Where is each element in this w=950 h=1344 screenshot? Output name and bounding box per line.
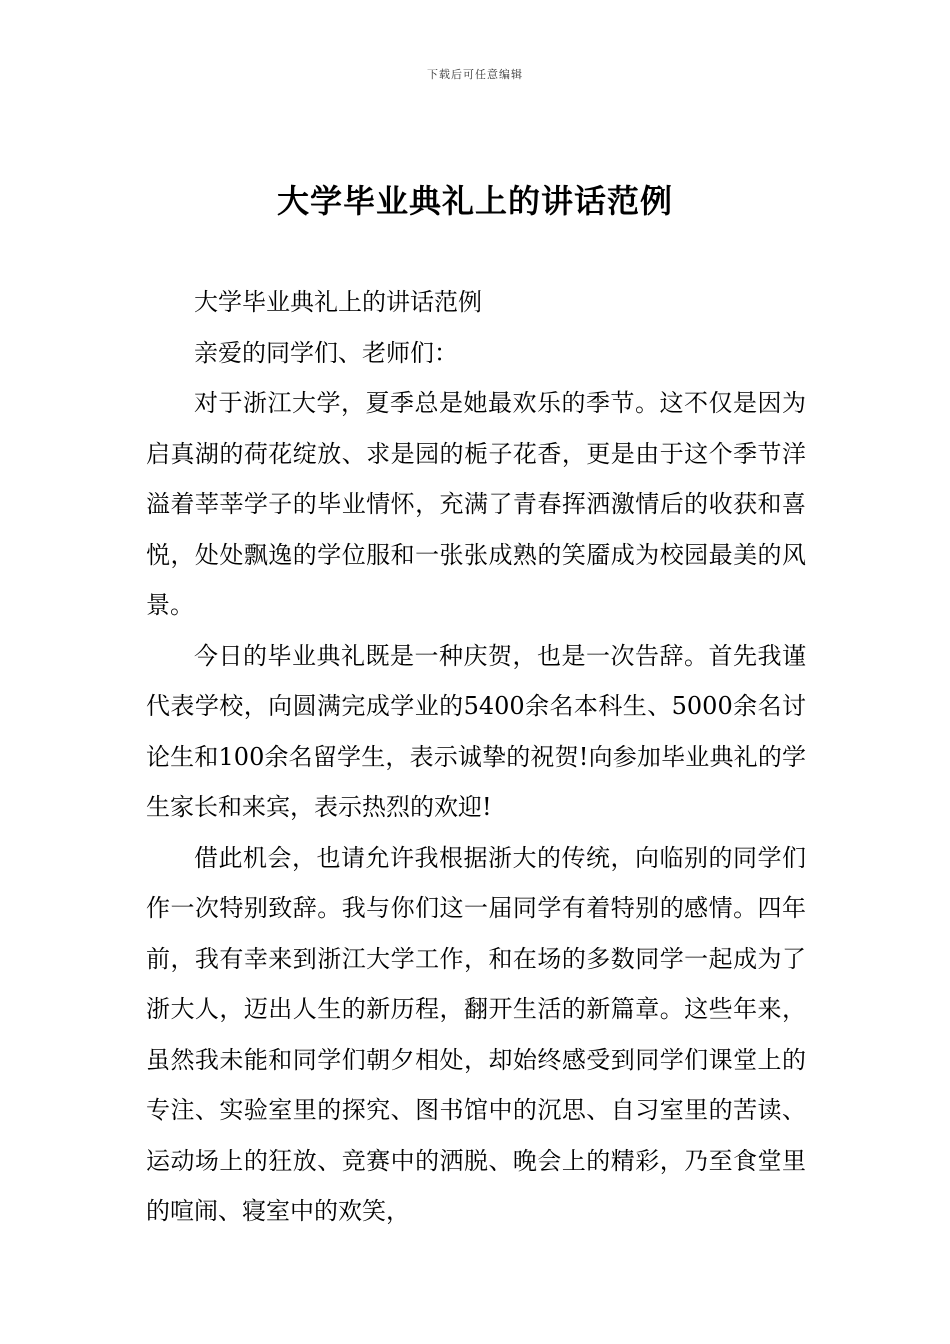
paragraph-subtitle: 大学毕业典礼上的讲话范例 (194, 288, 482, 316)
paragraph-salutation: 亲爱的同学们、老师们： (194, 338, 458, 367)
document-body (146, 277, 806, 1237)
paragraph: 对于浙江大学，夏季总是她最欢乐的季节。这不仅是因为启真湖的荷花绽放、求是园的栀子花香，更是由于这个季节洋溢着莘莘学子的毕业情怀，充满了青春挥洒激情后的收获和喜悦，处处飘逸的学位服和一张张成熟的笑靥成为校园最美的风景。 (146, 389, 806, 619)
paragraph: 借此机会，也请允许我根据浙大的传统，向临别的同学们作一次特别致辞。我与你们这一届同学有着特别的感情。四年前，我有幸来到浙江大学工作，和在场的多数同学一起成为了浙大人，迈出人生的新历程，翻开生活的新篇章。这些年来，虽然我未能和同学们朝夕相处，却始终感受到同学们课堂上的专注、实验室里的探究、图书馆中的沉思、自习室里的苦读、运动场上的狂放、竞赛中的洒脱、晚会上的精彩，乃至食堂里的喧闹、寝室中的欢笑， (146, 843, 806, 1225)
paragraph: 今日的毕业典礼既是一种庆贺，也是一次告辞。首先我谨代表学校，向圆满完成学业的5400余名本科生、5000余名讨论生和100余名留学生，表示诚挚的祝贺!向参加毕业典礼的学生家长和来宾，表示热烈的欢迎! (146, 641, 806, 821)
document-title: 大学毕业典礼上的讲话范例 (276, 182, 673, 220)
header-note: 下载后可任意编辑 (427, 68, 523, 81)
